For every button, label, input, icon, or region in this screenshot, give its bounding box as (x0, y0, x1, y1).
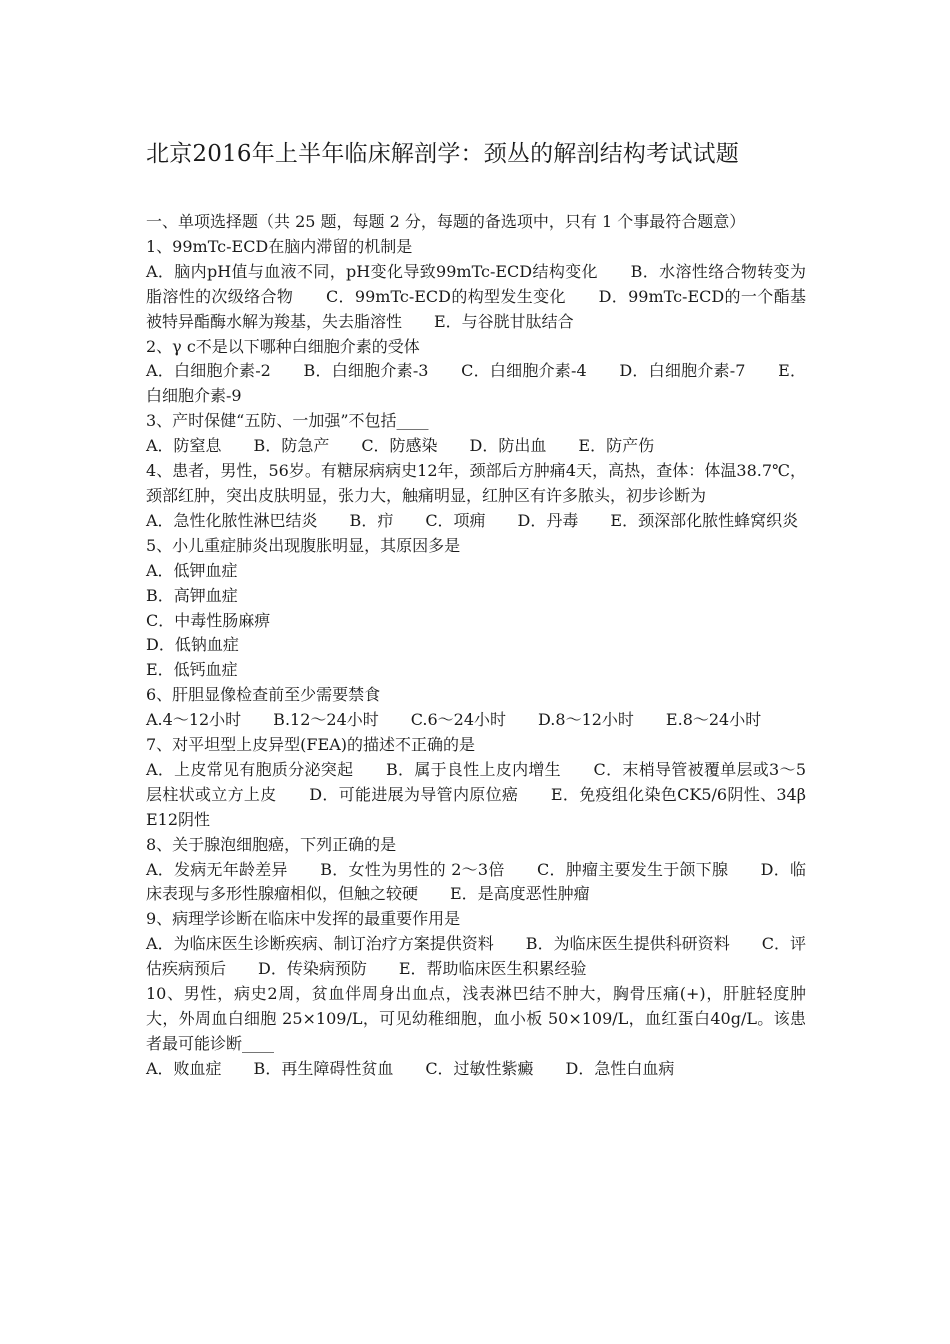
question-6: 6、肝胆显像检查前至少需要禁食 (146, 685, 381, 705)
question-7: 7、对平坦型上皮异型(FEA)的描述不正确的是 (146, 735, 476, 755)
question-5-option-d: D．低钠血症 (146, 635, 239, 655)
question-2-options: A．白细胞介素-2 B．白细胞介素-3 C．白细胞介素-4 D．白细胞介素-7 E．白细胞介素-9 (146, 361, 806, 406)
question-4-options: A．急性化脓性淋巴结炎 B．疖 C．项痈 D．丹毒 E．颈深部化脓性蜂窝织炎 (146, 510, 799, 530)
question-content (146, 210, 806, 1082)
question-5: 5、小儿重症肺炎出现腹胀明显，其原因多是 (146, 535, 461, 555)
question-7-options: A．上皮常见有胞质分泌突起 B．属于良性上皮内增生 C．末梢导管被覆单层或3～5层柱状或立方上皮 D．可能进展为导管内原位癌 E．免疫组化染色CK5/6阴性、34β E12阴性 (146, 759, 806, 829)
question-9: 9、病理学诊断在临床中发挥的最重要作用是 (146, 909, 461, 929)
question-8: 8、关于腺泡细胞癌，下列正确的是 (146, 834, 397, 854)
question-1: 1、99mTc-ECD在脑内滞留的机制是 (146, 236, 413, 256)
question-5-option-b: B．高钾血症 (146, 585, 238, 605)
question-3: 3、产时保健“五防、一加强”不包括____ (146, 411, 429, 431)
question-8-options: A．发病无年龄差异 B．女性为男性的 2～3倍 C．肿瘤主要发生于颌下腺 D．临床表现与多形性腺瘤相似，但触之较硬 E．是高度恶性肿瘤 (146, 859, 806, 904)
question-10: 10、男性，病史2周，贫血伴周身出血点，浅表淋巴结不肿大，胸骨压痛(+)，肝脏轻度肿大，外周血白细胞 25×109/L，可见幼稚细胞，血小板 50×109/L，血红蛋白40g/L。该患者最可能诊断____ (146, 984, 806, 1053)
section-header: 一、单项选择题（共 25 题，每题 2 分，每题的备选项中，只有 1 个事最符合题意） (146, 212, 746, 231)
question-5-option-c: C．中毒性肠麻痹 (146, 610, 271, 630)
question-2: 2、γ c不是以下哪种白细胞介素的受体 (146, 336, 420, 356)
question-10-options: A．败血症 B．再生障碍性贫血 C．过敏性紫癜 D．急性白血病 (146, 1058, 675, 1078)
document-page (146, 138, 806, 1082)
question-4: 4、患者，男性，56岁。有糖尿病病史12年，颈部后方肿痛4天，高热，查体：体温38.7℃，颈部红肿，突出皮肤明显，张力大，触痛明显，红肿区有许多脓头，初步诊断为 (146, 461, 806, 505)
question-9-options: A．为临床医生诊断疾病、制订治疗方案提供资料 B．为临床医生提供科研资料 C．评估疾病预后 D．传染病预防 E．帮助临床医生积累经验 (146, 934, 806, 979)
question-1-options: A．脑内pH值与血液不同，pH变化导致99mTc-ECD结构变化 B．水溶性络合物转变为脂溶性的次级络合物 C．99mTc-ECD的构型发生变化 D．99mTc-ECD的一个酯基被特异酯酶水解为羧基，失去脂溶性 E．与谷胱甘肽结合 (146, 261, 806, 331)
question-3-options: A．防窒息 B．防急产 C．防感染 D．防出血 E．防产伤 (146, 436, 655, 456)
page-title: 北京2016年上半年临床解剖学：颈丛的解剖结构考试试题 (146, 141, 739, 167)
question-5-option-a: A．低钾血症 (146, 560, 238, 580)
question-5-option-e: E．低钙血症 (146, 660, 238, 680)
question-6-options: A.4～12小时 B.12～24小时 C.6～24小时 D.8～12小时 E.8～24小时 (146, 710, 762, 730)
